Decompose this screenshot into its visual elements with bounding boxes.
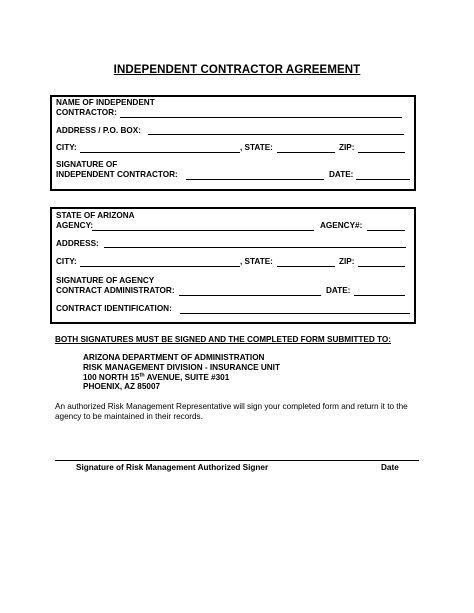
submission-note: BOTH SIGNATURES MUST BE SIGNED AND THE COMPLETED FORM SUBMITTED TO: — [55, 335, 391, 344]
contract-id-label: CONTRACT IDENTIFICATION: — [56, 304, 172, 313]
state-label: , STATE: — [240, 143, 273, 152]
agency-number-field[interactable] — [367, 230, 405, 231]
name-label-line1: NAME OF INDEPENDENT — [56, 98, 155, 107]
contractor-city-field[interactable] — [80, 152, 240, 153]
contractor-state-field[interactable] — [277, 152, 335, 153]
agency-number-label: AGENCY#: — [320, 221, 363, 230]
address-line-1: ARIZONA DEPARTMENT OF ADMINISTRATION — [83, 353, 265, 362]
contractor-signature-field[interactable] — [186, 179, 324, 180]
agency-signature-field[interactable] — [179, 295, 321, 296]
address-line-3: 100 NORTH 15th AVENUE, SUITE #301 — [83, 371, 230, 382]
contract-id-field[interactable] — [180, 313, 410, 314]
signature-label-line1: SIGNATURE OF — [56, 160, 118, 169]
agency-state-label: , STATE: — [240, 257, 273, 266]
agency-zip-label: ZIP: — [339, 257, 355, 266]
agency-address-field[interactable] — [104, 247, 406, 248]
contractor-address-field[interactable] — [148, 134, 404, 135]
address-line-2: RISK MANAGEMENT DIVISION - INSURANCE UNIT — [83, 362, 280, 372]
agency-label: AGENCY: — [56, 221, 94, 230]
contractor-name-field[interactable] — [120, 117, 402, 118]
zip-label: ZIP: — [339, 143, 355, 152]
signer-signature-label: Signature of Risk Management Authorized Signer — [76, 463, 269, 472]
submission-address — [83, 353, 280, 392]
agency-date-field[interactable] — [354, 295, 405, 296]
agency-address-label: ADDRESS: — [56, 239, 99, 248]
page-title: INDEPENDENT CONTRACTOR AGREEMENT — [113, 64, 361, 76]
address-label: ADDRESS / P.O. BOX: — [56, 126, 141, 135]
agency-date-label: DATE: — [326, 286, 351, 295]
date-label: DATE: — [329, 170, 354, 179]
agency-city-label: CITY: — [56, 257, 77, 266]
agency-zip-field[interactable] — [358, 266, 405, 267]
state-of-arizona-label: STATE OF ARIZONA — [56, 211, 135, 220]
agency-state-field[interactable] — [277, 266, 335, 267]
city-label: CITY: — [56, 143, 77, 152]
agency-signature-label-line1: SIGNATURE OF AGENCY — [56, 276, 155, 285]
signature-label-line2: INDEPENDENT CONTRACTOR: — [56, 170, 178, 179]
agency-city-field[interactable] — [80, 266, 240, 267]
risk-management-signature-field[interactable] — [55, 460, 419, 461]
instructions-paragraph: An authorized Risk Management Representative will sign your completed form and return it to the agency to be maintained in their records. — [55, 402, 408, 421]
agency-signature-label-line2: CONTRACT ADMINISTRATOR: — [56, 286, 175, 295]
name-label-line2: CONTRACTOR: — [56, 108, 117, 117]
agency-name-field[interactable] — [92, 230, 314, 231]
signer-date-label: Date — [381, 463, 399, 472]
address-line-4: PHOENIX, AZ 85007 — [83, 382, 161, 392]
contractor-date-field[interactable] — [356, 179, 410, 180]
contractor-zip-field[interactable] — [358, 152, 405, 153]
